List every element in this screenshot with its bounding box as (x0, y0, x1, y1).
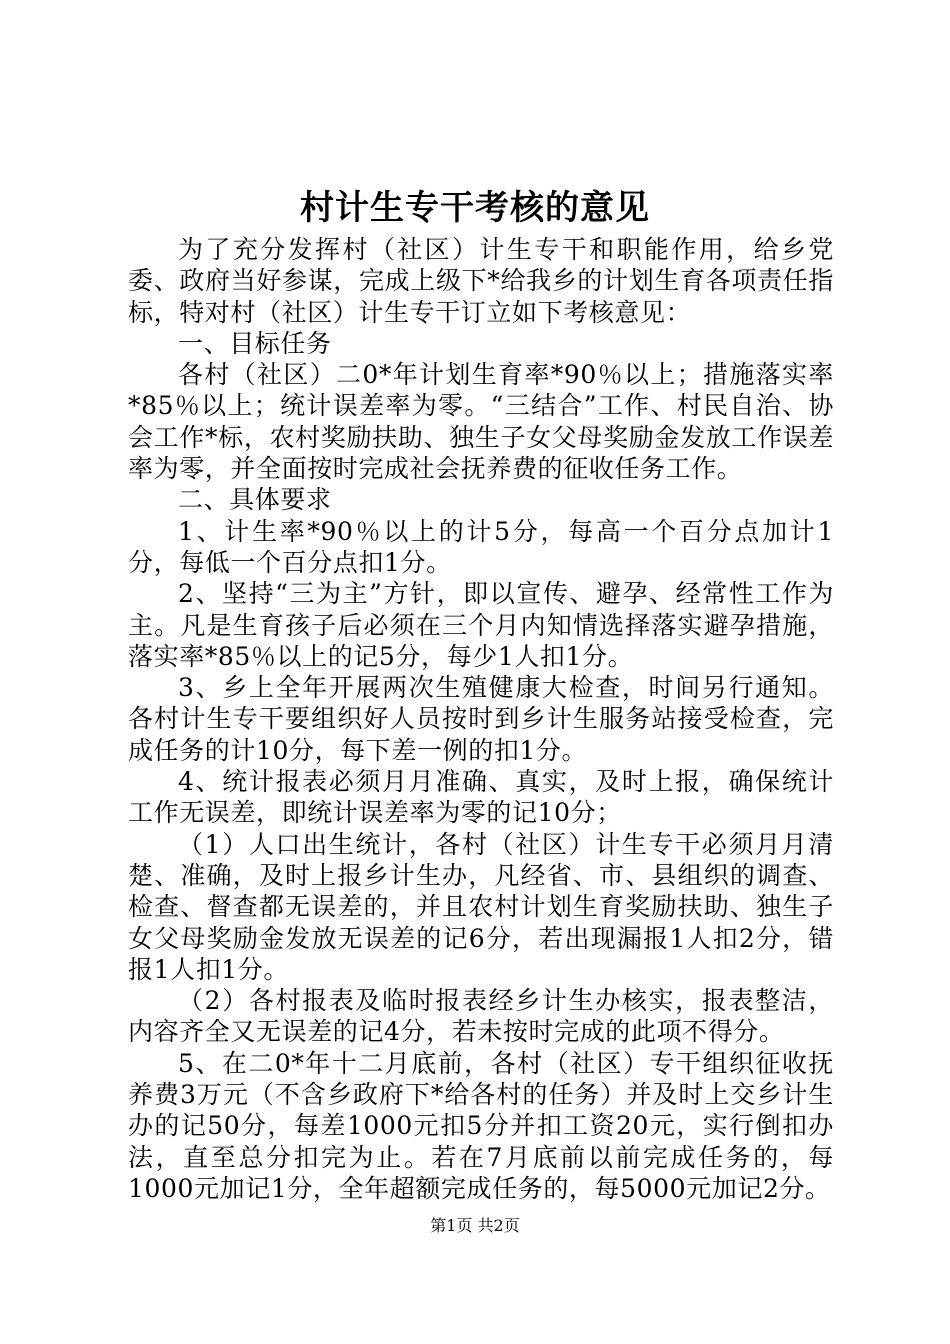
document-body (128, 234, 834, 1204)
paragraph-requirement-4: 4、统计报表必须月月准确、真实，及时上报，确保统计工作无误差，即统计误差率为零的记10分； (128, 767, 834, 828)
paragraph-requirement-5: 5、在二0*年十二月底前，各村（社区）专干组织征收抚养费3万元（不含乡政府下*给各村的任务）并及时上交乡计生办的记50分，每差1000元扣5分并扣工资20元，实行倒扣办法，直至总分扣完为止。若在7月底前以前完成任务的，每1000元加记1分，全年超额完成任务的，每5000元加记2分。 (128, 1048, 834, 1203)
paragraph-requirement-4-1: （1）人口出生统计，各村（社区）计生专干必须月月清楚、准确，及时上报乡计生办，凡经省、市、县组织的调查、检查、督查都无误差的，并且农村计划生育奖励扶助、独生子女父母奖励金发放无误差的记6分，若出现漏报1人扣2分，错报1人扣1分。 (128, 829, 834, 984)
paragraph-goals: 各村（社区）二0*年计划生育率*90％以上；措施落实率*85％以上；统计误差率为零。“三结合”工作、村民自治、协会工作*标，农村奖励扶助、独生子女父母奖励金发放工作误差率为零，并全面按时完成社会抚养费的征收任务工作。 (128, 360, 834, 484)
heading-requirements: 二、具体要求 (178, 485, 332, 515)
paragraph-requirement-3: 3、乡上全年开展两次生殖健康大检查，时间另行通知。各村计生专干要组织好人员按时到乡计生服务站接受检查，完成任务的计10分，每下差一例的扣1分。 (128, 673, 834, 765)
heading-goals: 一、目标任务 (178, 328, 332, 358)
document-title: 村计生专干考核的意见 (300, 188, 650, 228)
page-number-footer: 第1页 共2页 (430, 1216, 520, 1235)
paragraph-requirement-1: 1、计生率*90％以上的计5分，每高一个百分点加计1分，每低一个百分点扣1分。 (128, 516, 834, 577)
paragraph-requirement-2: 2、坚持“三为主”方针，即以宣传、避孕、经常性工作为主。凡是生育孩子后必须在三个月内知情选择落实避孕措施，落实率*85％以上的记5分，每少1人扣1分。 (128, 579, 834, 671)
paragraph-requirement-4-2: （2）各村报表及临时报表经乡计生办核实，报表整洁，内容齐全又无误差的记4分，若未按时完成的此项不得分。 (128, 986, 834, 1047)
paragraph-intro: 为了充分发挥村（社区）计生专干和职能作用，给乡党委、政府当好参谋，完成上级下*给我乡的计划生育各项责任指标，特对村（社区）计生专干订立如下考核意见： (128, 235, 834, 327)
